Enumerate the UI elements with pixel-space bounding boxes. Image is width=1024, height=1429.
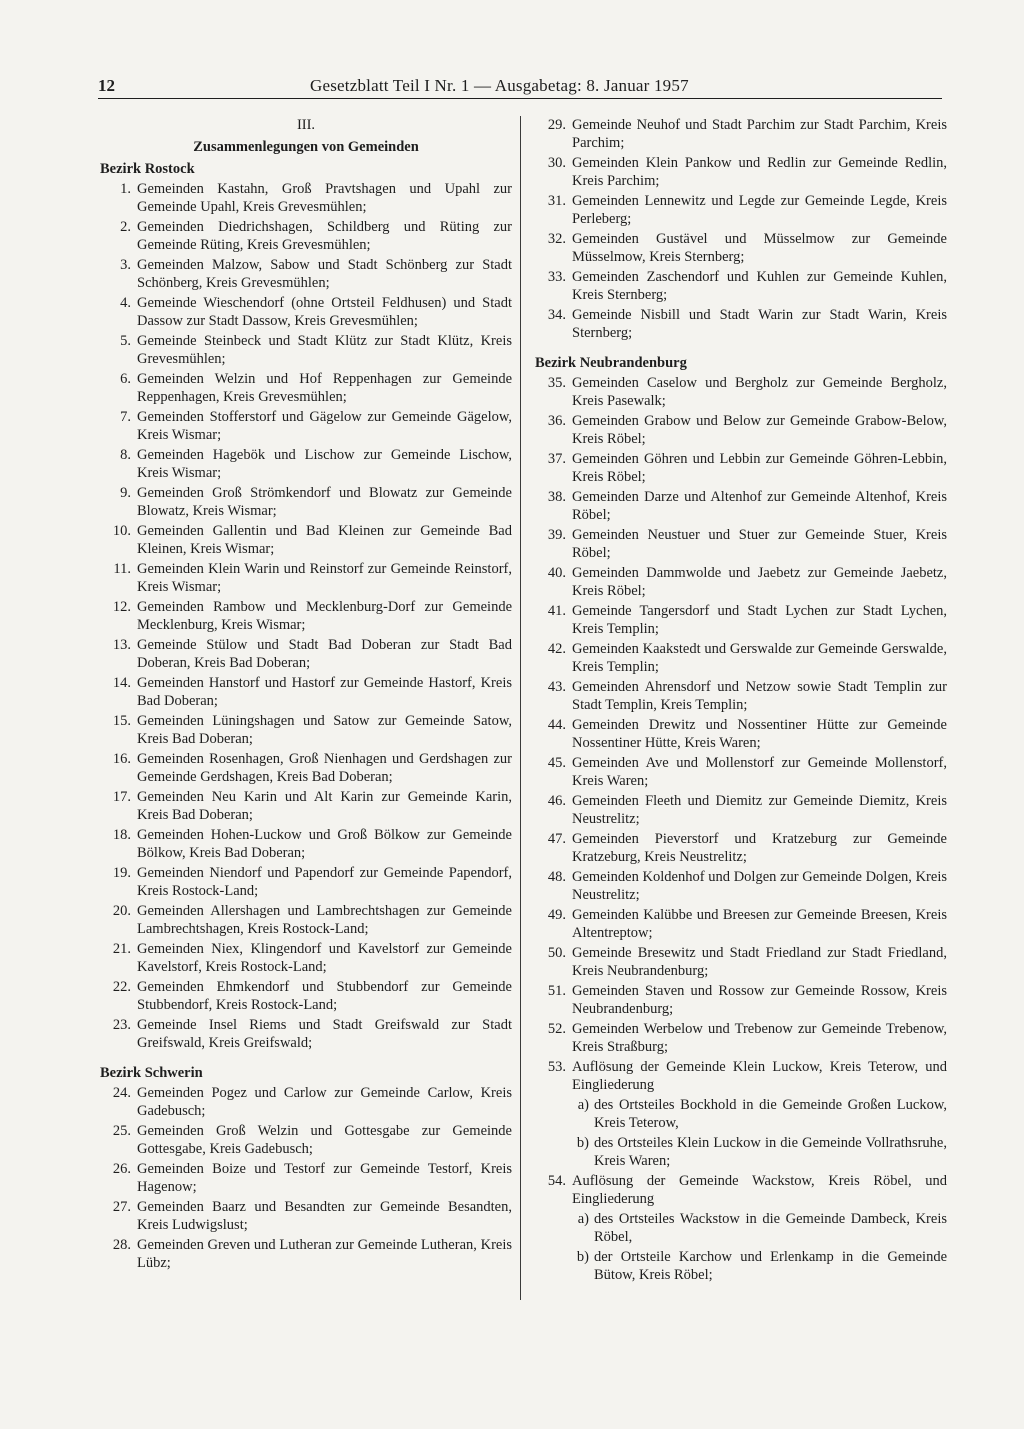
entry-text: Gemeinden Rosenhagen, Groß Nienhagen und Gerdshagen zur Gemeinde Gerdshagen, Kreis Bad Doberan; <box>137 751 512 785</box>
list-item <box>535 754 947 790</box>
entry-text: Gemeinden Niex, Klingendorf und Kavelstorf zur Gemeinde Kavelstorf, Kreis Rostock-Land; <box>137 941 512 975</box>
entry-text: Gemeinden Lüningshagen und Satow zur Gemeinde Satow, Kreis Bad Doberan; <box>137 713 512 747</box>
entry-number: 26. <box>112 1161 131 1177</box>
entries-schwerin-right <box>535 116 947 342</box>
sub-list-item <box>572 1134 947 1170</box>
entry-text: Gemeinden Niendorf und Papendorf zur Gemeinde Papendorf, Kreis Rostock-Land; <box>137 865 512 899</box>
list-item <box>100 978 512 1014</box>
sub-entry-label: a) <box>577 1097 589 1113</box>
list-item <box>100 1122 512 1158</box>
entry-text: Gemeinden Malzow, Sabow und Stadt Schönberg zur Stadt Schönberg, Kreis Grevesmühlen; <box>137 257 512 291</box>
entry-number: 25. <box>112 1123 131 1139</box>
entry-number: 50. <box>547 945 566 961</box>
entry-text: Gemeinden Grabow und Below zur Gemeinde Grabow-Below, Kreis Röbel; <box>572 413 947 447</box>
list-item <box>100 218 512 254</box>
list-item <box>535 116 947 152</box>
entry-text: Gemeinde Wieschendorf (ohne Ortsteil Feldhusen) und Stadt Dassow zur Stadt Dassow, Kreis Grevesmühlen; <box>137 295 512 329</box>
entry-text: Gemeinde Stülow und Stadt Bad Doberan zur Stadt Bad Doberan, Kreis Bad Doberan; <box>137 637 512 671</box>
entries-rostock <box>100 180 512 1052</box>
entry-number: 1. <box>120 181 131 197</box>
list-item <box>100 408 512 444</box>
entry-text: Auflösung der Gemeinde Wackstow, Kreis Röbel, und Eingliederung <box>572 1173 947 1207</box>
entry-text: Gemeinden Hanstorf und Hastorf zur Gemeinde Hastorf, Kreis Bad Doberan; <box>137 675 512 709</box>
list-item <box>100 902 512 938</box>
entry-text: Gemeinden Pieverstorf und Kratzeburg zur Gemeinde Kratzeburg, Kreis Neustrelitz; <box>572 831 947 865</box>
entry-number: 51. <box>547 983 566 999</box>
sub-entry-text: des Ortsteiles Bockhold in die Gemeinde Großen Luckow, Kreis Teterow, <box>594 1097 947 1131</box>
entry-number: 16. <box>112 751 131 767</box>
list-item <box>535 1172 947 1208</box>
entry-number: 32. <box>547 231 566 247</box>
entry-text: Gemeinden Neu Karin und Alt Karin zur Gemeinde Karin, Kreis Bad Doberan; <box>137 789 512 823</box>
list-item <box>535 564 947 600</box>
entry-number: 6. <box>120 371 131 387</box>
entry-number: 21. <box>112 941 131 957</box>
list-item <box>535 944 947 980</box>
list-item <box>535 1020 947 1056</box>
entry-number: 40. <box>547 565 566 581</box>
district-heading-neubrandenburg: Bezirk Neubrandenburg <box>535 355 687 371</box>
entry-text: Gemeinden Welzin und Hof Reppenhagen zur Gemeinde Reppenhagen, Kreis Grevesmühlen; <box>137 371 512 405</box>
entry-text: Gemeinden Werbelow und Trebenow zur Gemeinde Trebenow, Kreis Straßburg; <box>572 1021 947 1055</box>
entry-text: Gemeinden Ave und Mollenstorf zur Gemeinde Mollenstorf, Kreis Waren; <box>572 755 947 789</box>
entry-number: 14. <box>112 675 131 691</box>
entry-number: 17. <box>112 789 131 805</box>
list-item <box>535 602 947 638</box>
entry-text: Gemeinden Gustävel und Müsselmow zur Gemeinde Müsselmow, Kreis Sternberg; <box>572 231 947 265</box>
entry-text: Gemeinde Steinbeck und Stadt Klütz zur Stadt Klütz, Kreis Grevesmühlen; <box>137 333 512 367</box>
list-item <box>535 792 947 828</box>
left-column <box>100 116 512 1274</box>
district-heading-rostock: Bezirk Rostock <box>100 161 195 177</box>
entry-number: 18. <box>112 827 131 843</box>
list-item <box>100 940 512 976</box>
page-number: 12 <box>98 76 115 95</box>
entry-text: Gemeinden Göhren und Lebbin zur Gemeinde Göhren-Lebbin, Kreis Röbel; <box>572 451 947 485</box>
entry-text: Gemeinden Greven und Lutheran zur Gemeinde Lutheran, Kreis Lübz; <box>137 1237 512 1271</box>
entries-schwerin-left <box>100 1084 512 1272</box>
entry-number: 41. <box>547 603 566 619</box>
entry-text: Gemeinden Dammwolde und Jaebetz zur Gemeinde Jaebetz, Kreis Röbel; <box>572 565 947 599</box>
entry-number: 27. <box>112 1199 131 1215</box>
entry-number: 20. <box>112 903 131 919</box>
list-item <box>100 1236 512 1272</box>
list-item <box>535 640 947 676</box>
entry-number: 24. <box>112 1085 131 1101</box>
list-item <box>100 294 512 330</box>
entry-number: 48. <box>547 869 566 885</box>
entry-number: 53. <box>547 1059 566 1075</box>
list-item <box>535 678 947 714</box>
entry-number: 38. <box>547 489 566 505</box>
list-item <box>100 484 512 520</box>
entry-number: 12. <box>112 599 131 615</box>
entry-number: 9. <box>120 485 131 501</box>
entry-number: 43. <box>547 679 566 695</box>
list-item <box>100 446 512 482</box>
entry-text: Gemeinden Staven und Rossow zur Gemeinde Rossow, Kreis Neubrandenburg; <box>572 983 947 1017</box>
entry-number: 10. <box>112 523 131 539</box>
entry-number: 22. <box>112 979 131 995</box>
entry-number: 2. <box>120 219 131 235</box>
sub-list-item <box>572 1096 947 1132</box>
entry-number: 54. <box>547 1173 566 1189</box>
entry-number: 39. <box>547 527 566 543</box>
entry-text: Gemeinden Kalübbe und Breesen zur Gemeinde Breesen, Kreis Altentreptow; <box>572 907 947 941</box>
entry-text: Gemeinden Boize und Testorf zur Gemeinde Testorf, Kreis Hagenow; <box>137 1161 512 1195</box>
entry-number: 34. <box>547 307 566 323</box>
entry-text: Gemeinden Gallentin und Bad Kleinen zur Gemeinde Bad Kleinen, Kreis Wismar; <box>137 523 512 557</box>
entry-text: Gemeinden Allershagen und Lambrechtshagen zur Gemeinde Lambrechtshagen, Kreis Rostock-Land; <box>137 903 512 937</box>
entry-text: Gemeinden Zaschendorf und Kuhlen zur Gemeinde Kuhlen, Kreis Sternberg; <box>572 269 947 303</box>
column-divider <box>520 116 521 1300</box>
list-item <box>100 1084 512 1120</box>
list-item <box>100 522 512 558</box>
entry-text: Gemeinden Diedrichshagen, Schildberg und Rüting zur Gemeinde Rüting, Kreis Grevesmühlen; <box>137 219 512 253</box>
list-item <box>535 230 947 266</box>
entry-number: 49. <box>547 907 566 923</box>
sub-entry-label: b) <box>576 1249 589 1265</box>
entry-text: Gemeinden Groß Strömkendorf und Blowatz zur Gemeinde Blowatz, Kreis Wismar; <box>137 485 512 519</box>
list-item <box>535 412 947 448</box>
list-item <box>100 560 512 596</box>
entry-text: Gemeinden Baarz und Besandten zur Gemeinde Besandten, Kreis Ludwigslust; <box>137 1199 512 1233</box>
entry-number: 7. <box>120 409 131 425</box>
list-item <box>100 332 512 368</box>
entry-number: 52. <box>547 1021 566 1037</box>
list-item <box>535 192 947 228</box>
entry-text: Gemeinden Fleeth und Diemitz zur Gemeinde Diemitz, Kreis Neustrelitz; <box>572 793 947 827</box>
entry-text: Gemeinden Stofferstorf und Gägelow zur Gemeinde Gägelow, Kreis Wismar; <box>137 409 512 443</box>
list-item <box>535 488 947 524</box>
sub-entry-text: des Ortsteiles Wackstow in die Gemeinde Dambeck, Kreis Röbel, <box>594 1211 947 1245</box>
sub-list-item <box>572 1210 947 1246</box>
list-item <box>100 788 512 824</box>
right-column <box>535 116 947 1286</box>
list-item <box>535 526 947 562</box>
entry-text: Gemeinden Groß Welzin und Gottesgabe zur Gemeinde Gottesgabe, Kreis Gadebusch; <box>137 1123 512 1157</box>
list-item <box>535 906 947 942</box>
list-item <box>535 1058 947 1094</box>
entry-text: Gemeinden Klein Warin und Reinstorf zur Gemeinde Reinstorf, Kreis Wismar; <box>137 561 512 595</box>
list-item <box>535 982 947 1018</box>
entry-number: 23. <box>112 1017 131 1033</box>
list-item <box>100 1198 512 1234</box>
list-item <box>100 864 512 900</box>
entry-text: Gemeinden Drewitz und Nossentiner Hütte zur Gemeinde Nossentiner Hütte, Kreis Waren; <box>572 717 947 751</box>
list-item <box>100 636 512 672</box>
entry-text: Auflösung der Gemeinde Klein Luckow, Kreis Teterow, und Eingliederung <box>572 1059 947 1093</box>
entry-text: Gemeinden Rambow und Mecklenburg-Dorf zur Gemeinde Mecklenburg, Kreis Wismar; <box>137 599 512 633</box>
list-item <box>535 450 947 486</box>
entry-text: Gemeinden Klein Pankow und Redlin zur Gemeinde Redlin, Kreis Parchim; <box>572 155 947 189</box>
entry-text: Gemeinden Ahrensdorf und Netzow sowie Stadt Templin zur Stadt Templin, Kreis Templin; <box>572 679 947 713</box>
list-item <box>535 830 947 866</box>
entry-number: 33. <box>547 269 566 285</box>
entry-text: Gemeinden Neustuer und Stuer zur Gemeinde Stuer, Kreis Röbel; <box>572 527 947 561</box>
entry-text: Gemeinden Kaakstedt und Gerswalde zur Gemeinde Gerswalde, Kreis Templin; <box>572 641 947 675</box>
list-item <box>100 826 512 862</box>
sub-entry-label: b) <box>576 1135 589 1151</box>
sub-list-item <box>572 1248 947 1284</box>
list-item <box>100 180 512 216</box>
entry-number: 37. <box>547 451 566 467</box>
entry-number: 36. <box>547 413 566 429</box>
list-item <box>535 716 947 752</box>
list-item <box>100 1160 512 1196</box>
entry-number: 13. <box>112 637 131 653</box>
entry-number: 28. <box>112 1237 131 1253</box>
entry-number: 30. <box>547 155 566 171</box>
entry-text: Gemeinde Tangersdorf und Stadt Lychen zur Stadt Lychen, Kreis Templin; <box>572 603 947 637</box>
entry-text: Gemeinde Bresewitz und Stadt Friedland zur Stadt Friedland, Kreis Neubrandenburg; <box>572 945 947 979</box>
list-item <box>100 370 512 406</box>
list-item <box>535 306 947 342</box>
entry-text: Gemeinden Ehmkendorf und Stubbendorf zur Gemeinde Stubbendorf, Kreis Rostock-Land; <box>137 979 512 1013</box>
entry-number: 45. <box>547 755 566 771</box>
list-item <box>100 674 512 710</box>
entry-number: 47. <box>547 831 566 847</box>
entry-number: 31. <box>547 193 566 209</box>
sub-entry-text: der Ortsteile Karchow und Erlenkamp in die Gemeinde Bütow, Kreis Röbel; <box>594 1249 947 1283</box>
entry-text: Gemeinden Pogez und Carlow zur Gemeinde Carlow, Kreis Gadebusch; <box>137 1085 512 1119</box>
entry-number: 29. <box>547 117 566 133</box>
entry-number: 19. <box>112 865 131 881</box>
entry-text: Gemeinden Koldenhof und Dolgen zur Gemeinde Dolgen, Kreis Neustrelitz; <box>572 869 947 903</box>
entry-number: 15. <box>112 713 131 729</box>
list-item <box>100 256 512 292</box>
list-item <box>100 712 512 748</box>
list-item <box>100 750 512 786</box>
entry-text: Gemeinde Insel Riems und Stadt Greifswald zur Stadt Greifswald, Kreis Greifswald; <box>137 1017 512 1051</box>
section-title: Zusammenlegungen von Gemeinden <box>193 139 419 155</box>
list-item <box>535 374 947 410</box>
entry-number: 3. <box>120 257 131 273</box>
list-item <box>535 268 947 304</box>
entry-number: 4. <box>120 295 131 311</box>
page-header <box>98 76 942 99</box>
entry-number: 5. <box>120 333 131 349</box>
entry-text: Gemeinden Caselow und Bergholz zur Gemeinde Bergholz, Kreis Pasewalk; <box>572 375 947 409</box>
section-number: III. <box>296 117 316 133</box>
sub-entry-label: a) <box>577 1211 589 1227</box>
entry-number: 42. <box>547 641 566 657</box>
entry-text: Gemeinden Darze und Altenhof zur Gemeinde Altenhof, Kreis Röbel; <box>572 489 947 523</box>
entry-text: Gemeinden Kastahn, Groß Pravtshagen und Upahl zur Gemeinde Upahl, Kreis Grevesmühlen; <box>137 181 512 215</box>
district-heading-schwerin: Bezirk Schwerin <box>100 1065 203 1081</box>
entries-neubrandenburg <box>535 374 947 1284</box>
entry-number: 44. <box>547 717 566 733</box>
entry-text: Gemeinde Neuhof und Stadt Parchim zur Stadt Parchim, Kreis Parchim; <box>572 117 947 151</box>
list-item <box>100 1016 512 1052</box>
entry-text: Gemeinden Hohen-Luckow und Groß Bölkow zur Gemeinde Bölkow, Kreis Bad Doberan; <box>137 827 512 861</box>
entry-number: 11. <box>113 561 131 577</box>
page-title: Gesetzblatt Teil I Nr. 1 — Ausgabetag: 8. Januar 1957 <box>310 76 689 95</box>
sub-entry-text: des Ortsteiles Klein Luckow in die Gemeinde Vollrathsruhe, Kreis Waren; <box>594 1135 947 1169</box>
entry-number: 35. <box>547 375 566 391</box>
list-item <box>535 868 947 904</box>
list-item <box>535 154 947 190</box>
entry-text: Gemeinde Nisbill und Stadt Warin zur Stadt Warin, Kreis Sternberg; <box>572 307 947 341</box>
list-item <box>100 598 512 634</box>
entry-text: Gemeinden Hagebök und Lischow zur Gemeinde Lischow, Kreis Wismar; <box>137 447 512 481</box>
entry-number: 46. <box>547 793 566 809</box>
entry-text: Gemeinden Lennewitz und Legde zur Gemeinde Legde, Kreis Perleberg; <box>572 193 947 227</box>
entry-number: 8. <box>120 447 131 463</box>
